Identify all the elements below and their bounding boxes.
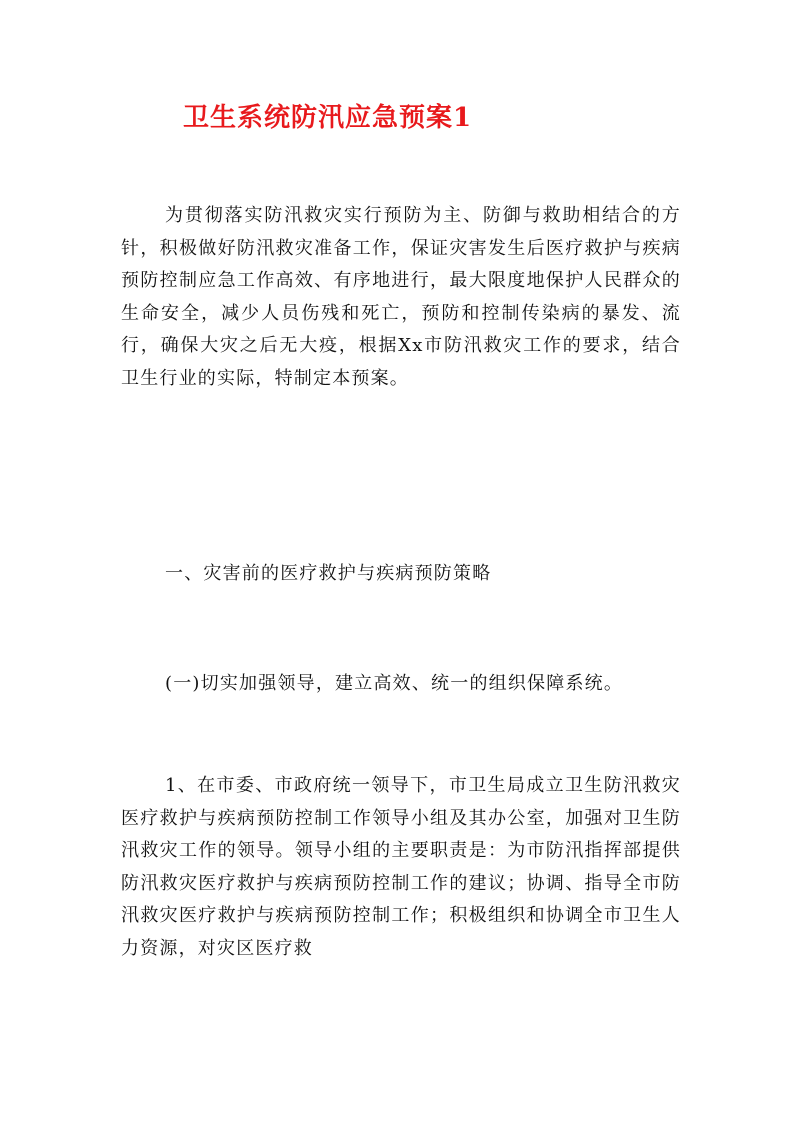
section-heading-1: 一、灾害前的医疗救护与疾病预防策略 <box>165 563 492 584</box>
item-paragraph-1: 1、在市委、市政府统一领导下，市卫生局成立卫生防汛救灾医疗救护与疾病预防控制工作领导小组及其办公室，加强对卫生防汛救灾工作的领导。领导小组的主要职责是：为市防汛指挥部提供防汛救灾医疗救护与疾病预防控制工作的建议；协调、指导全市防汛救灾医疗救护与疾病预防控制工作；积极组织和协调全市卫生人力资源，对灾区医疗救 <box>121 775 681 959</box>
intro-paragraph: 为贯彻落实防汛救灾实行预防为主、防御与救助相结合的方针，积极做好防汛救灾准备工作，保证灾害发生后医疗救护与疾病预防控制应急工作高效、有序地进行，最大限度地保护人民群众的生命安全，减少人员伤残和死亡，预防和控制传染病的暴发、流行，确保大灾之后无大疫，根据Xx市防汛救灾工作的要求，结合卫生行业的实际，特制定本预案。 <box>121 205 681 389</box>
subsection-heading-1: (一)切实加强领导，建立高效、统一的组织保障系统。 <box>165 673 624 694</box>
document-title: 卫生系统防汛应急预案1 <box>183 103 473 133</box>
